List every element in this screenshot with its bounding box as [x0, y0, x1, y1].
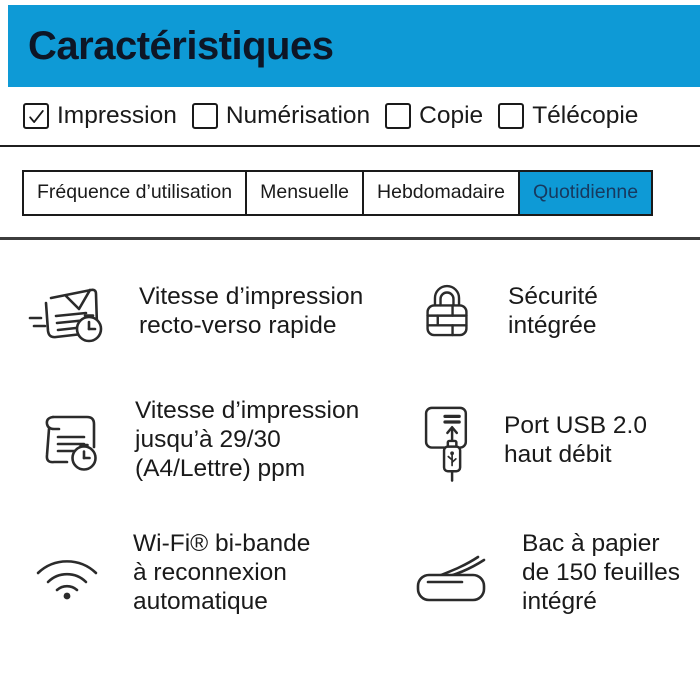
page-title: Caractéristiques — [28, 23, 334, 68]
paper-tray-icon — [410, 538, 498, 608]
checkbox-checked-icon[interactable] — [23, 103, 49, 129]
checkbox-telecopie[interactable] — [498, 102, 638, 130]
feature-text: Port USB 2.0 haut débit — [504, 411, 647, 468]
section-divider — [0, 237, 700, 240]
checkbox-numerisation[interactable] — [192, 102, 370, 130]
security-lock-icon — [410, 272, 484, 350]
wifi-icon — [25, 538, 109, 608]
feature-text: Wi-Fi® bi-bande à reconnexion automatique — [133, 530, 311, 615]
checkbox-copie[interactable] — [385, 102, 483, 130]
features-grid — [0, 272, 700, 616]
frequency-option-mensuelle[interactable]: Mensuelle — [247, 172, 364, 214]
checkbox-label: Télécopie — [532, 102, 639, 129]
checkbox-unchecked-icon[interactable] — [192, 103, 218, 129]
feature-item — [410, 529, 700, 616]
checkbox-impression[interactable] — [23, 102, 177, 130]
duplex-print-speed-icon — [25, 272, 115, 350]
frequency-option-quotidienne[interactable]: Quotidienne — [520, 172, 651, 214]
product-features-page — [0, 5, 700, 616]
header-banner — [8, 5, 700, 87]
print-speed-ppm-icon — [25, 399, 111, 481]
section-divider — [0, 145, 700, 147]
checkbox-label: Impression — [57, 102, 177, 129]
feature-item — [410, 396, 700, 483]
usb-port-icon — [410, 397, 480, 483]
feature-item — [25, 396, 410, 483]
feature-text: Vitesse d’impression recto-verso rapide — [139, 283, 364, 339]
feature-text: Sécurité intégrée — [508, 283, 598, 339]
checkbox-label: Copie — [419, 102, 484, 129]
frequency-header-cell: Fréquence d’utilisation — [24, 172, 247, 214]
feature-text: Bac à papier de 150 feuilles intégré — [522, 530, 681, 615]
frequency-table — [22, 170, 653, 216]
feature-text: Vitesse d’impression jusqu’à 29/30 (A4/Lettre) ppm — [135, 397, 360, 482]
checkbox-unchecked-icon[interactable] — [498, 103, 524, 129]
checkbox-unchecked-icon[interactable] — [385, 103, 411, 129]
feature-item — [25, 529, 410, 616]
feature-item — [410, 272, 700, 350]
feature-item — [25, 272, 410, 350]
frequency-option-hebdomadaire[interactable]: Hebdomadaire — [364, 172, 520, 214]
function-filter-row — [0, 87, 700, 143]
checkbox-label: Numérisation — [225, 102, 371, 129]
